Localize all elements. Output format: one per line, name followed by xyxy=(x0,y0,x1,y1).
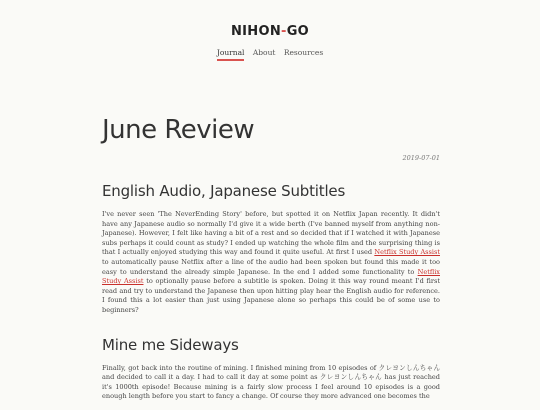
post-content xyxy=(102,115,440,410)
nav-journal[interactable]: Journal xyxy=(217,48,245,61)
logo-text-right: GO xyxy=(286,24,310,39)
section-heading-subtitles: English Audio, Japanese Subtitles xyxy=(102,182,346,200)
post-date: 2019-07-01 xyxy=(402,154,440,162)
nav-resources[interactable]: Resources xyxy=(283,48,324,57)
logo-dot: - xyxy=(281,24,287,39)
section-paragraph-subtitles xyxy=(102,210,440,316)
paragraph-text: to optionally pause before a subtitle is spoken. Doing it this way round meant I'd first read and try to understand the Japanese then upon hitting play hear the English audio for reference. I found this a lot easier than just using Japanese alone so perhaps this could be of some use to beginners? xyxy=(102,277,440,314)
site-header xyxy=(0,0,540,61)
netflix-study-assist-link[interactable]: Netflix Study Assist xyxy=(374,248,440,257)
post-title: June Review xyxy=(102,115,255,145)
netflix-study-assist-link-2[interactable]: Netflix Study Assist xyxy=(102,267,440,286)
site-logo[interactable] xyxy=(231,24,309,39)
paragraph-text: I've never seen 'The NeverEnding Story' before, but spotted it on Netflix Japan recently. It didn't have any Japanese audio so normally I'd give it a wide berth (I've banned myself from anything non-Japanese). However, I felt like having a bit of a rest and so decided that if I watched it with Japanese subs perhaps it could count as study? I ended up watching the whole film and the surprising thing is that I actually enjoyed studying this way and found it quite useful. At first I used xyxy=(102,210,440,257)
section-heading-mining: Mine me Sideways xyxy=(102,335,239,354)
logo-text-left: NIHON xyxy=(230,24,281,39)
nav-about[interactable]: About xyxy=(252,48,276,57)
section-paragraph-mining: Finally, got back into the routine of mining. I finished mining from 10 episodes of クレヨンしんちゃん and decided to call it a day. I had to call it day at some point as クレヨンしんちゃん has just reached it's 1000th episode! Because mining is a fairly slow process I feel around 10 episodes is a good enough length before you start to fancy a change. Of course they more advanced one becomes the xyxy=(102,363,440,401)
main-nav xyxy=(0,48,540,61)
paragraph-text: to automatically pause Netflix after a line of the audio had been spoken but found this made it too easy to understand the already simple Japanese. In the end I added some functionality to xyxy=(102,257,440,276)
